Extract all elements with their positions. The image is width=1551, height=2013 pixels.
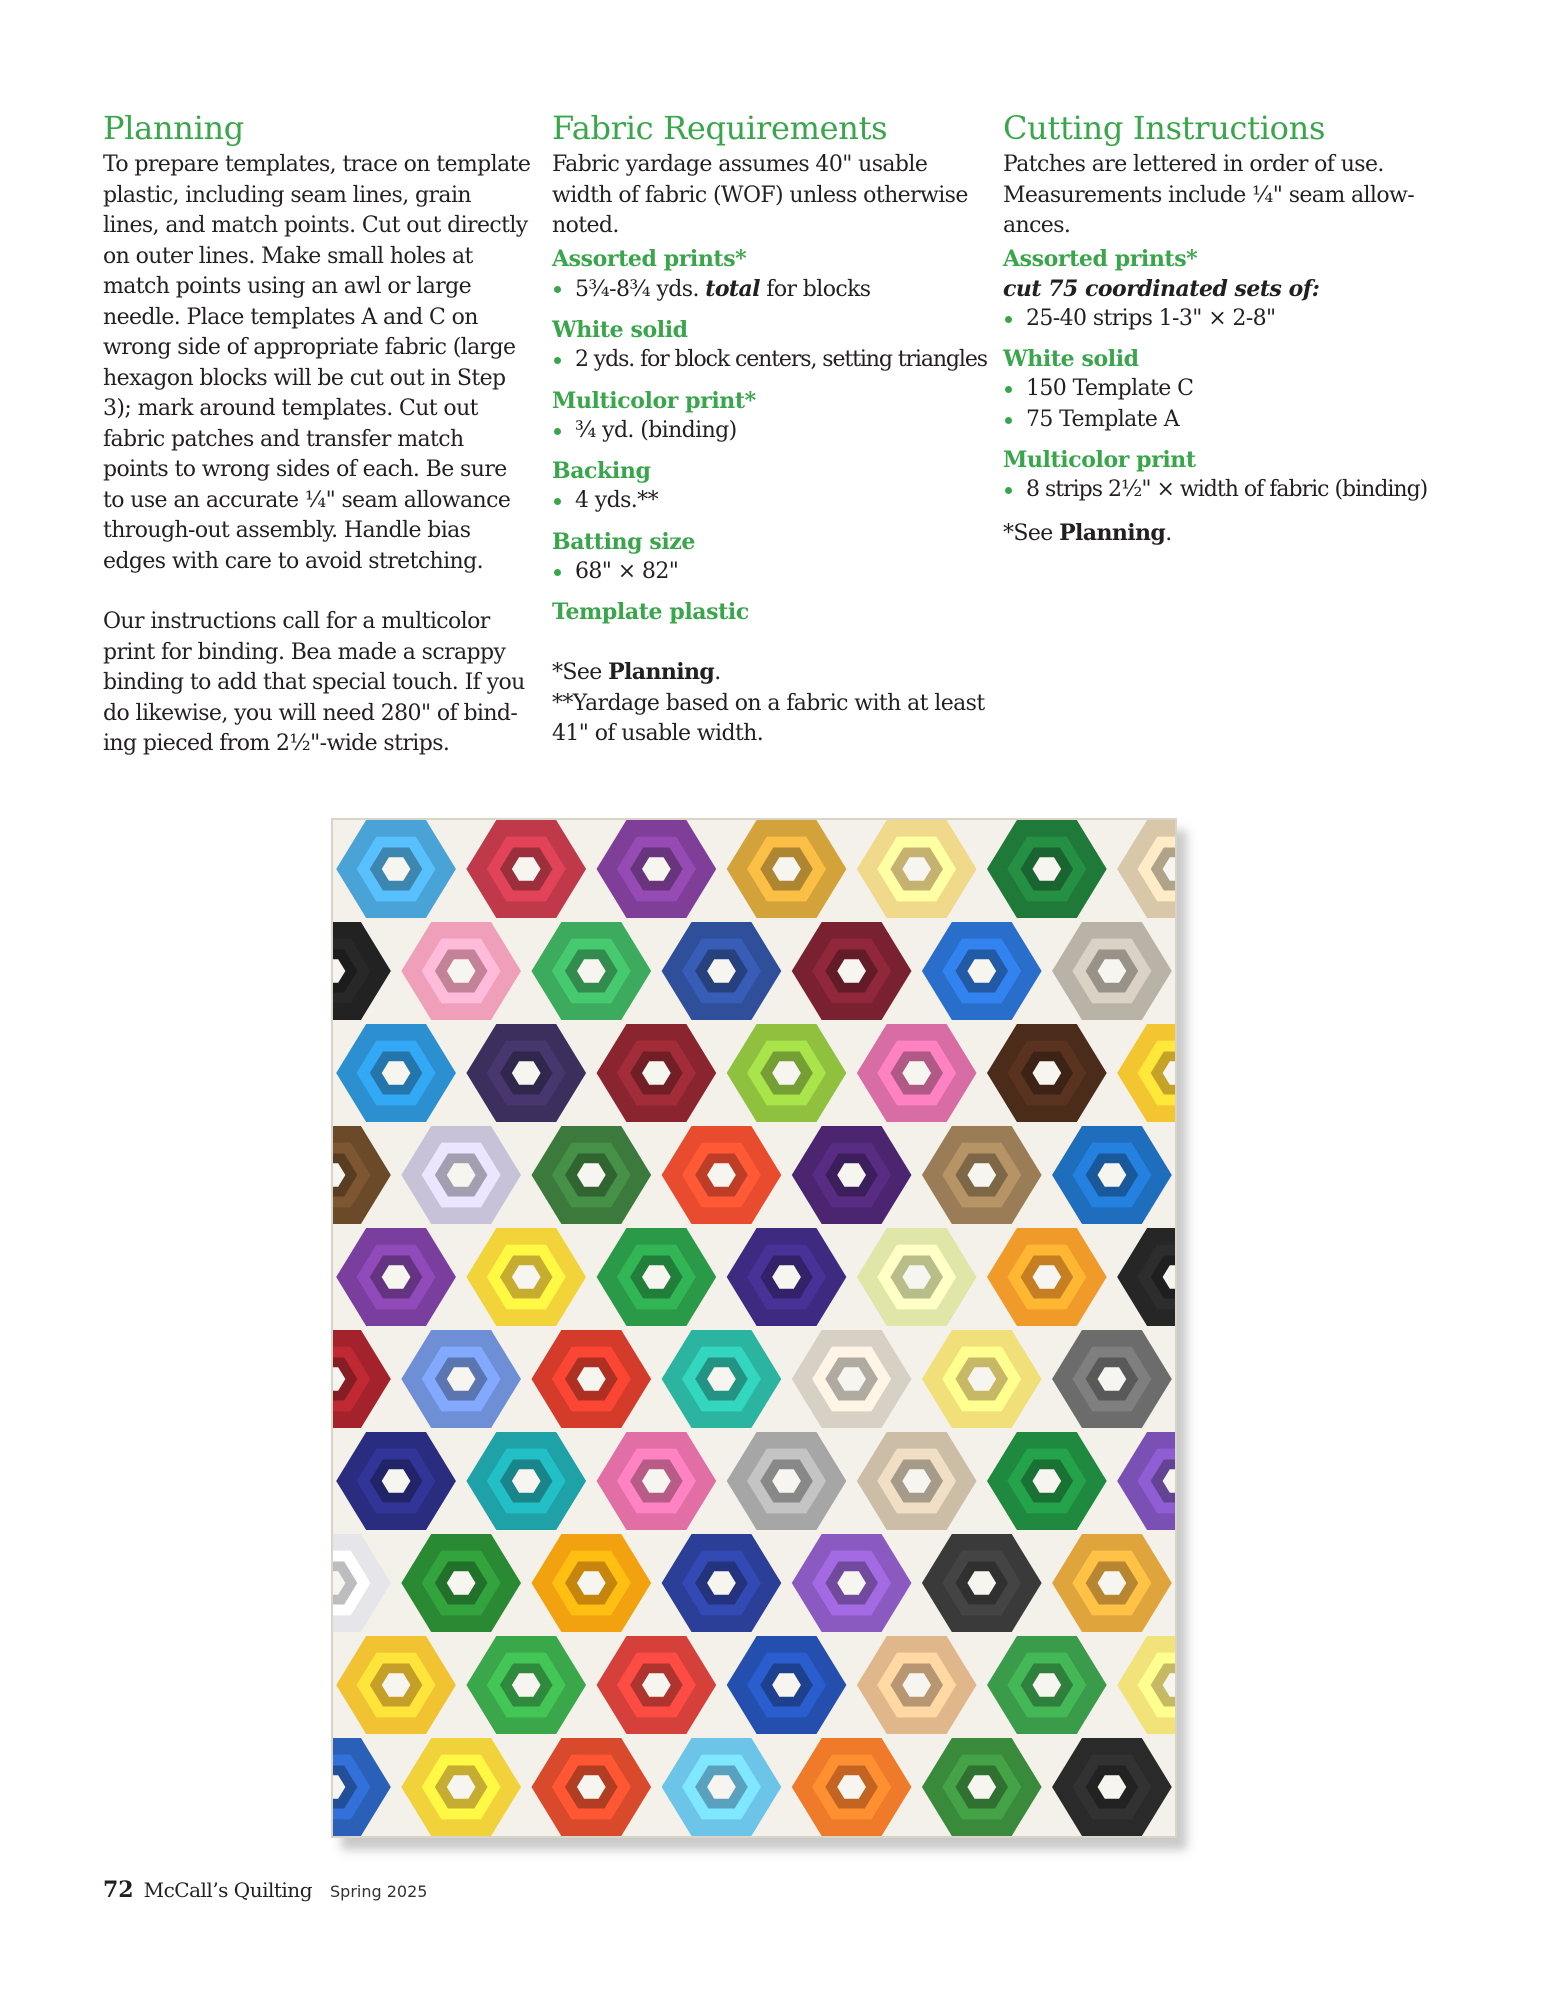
cutting-white-item-2: 75 Template A bbox=[1003, 405, 1433, 436]
bullet-icon bbox=[554, 569, 561, 576]
quilt-photo bbox=[331, 818, 1183, 1845]
page-number: 72 bbox=[103, 1877, 134, 1903]
cutting-white-item-1: 150 Template C bbox=[1003, 374, 1433, 405]
fabric-white-heading: White solid bbox=[552, 317, 688, 343]
bullet-icon bbox=[554, 498, 561, 505]
cutting-instructions-title: Cutting Instructions bbox=[1003, 109, 1326, 147]
fabric-template-heading: Template plastic bbox=[552, 599, 749, 625]
fabric-backing-item: 4 yds.** bbox=[552, 486, 992, 517]
magazine-title: McCall’s Quilting bbox=[143, 1878, 312, 1902]
fabric-multicolor-heading: Multicolor print* bbox=[552, 387, 756, 414]
cutting-assorted-subheading: cut 75 coordinated sets of: bbox=[1003, 275, 1320, 302]
fabric-requirements-section bbox=[552, 108, 992, 750]
planning-paragraph-1: To prepare templates, trace on template plastic, including seam lines, grain lines, and match points. Cut out directly on outer lines. Make small holes at match points using an awl or large needle. Place templates A and C on wrong side of appropriate fabric (large hexagon blocks will be cut out in Step 3); mark around templates. Cut out fabric patches and transfer match points to wrong sides of each. Be sure to use an accurate ¼" seam allowance through-out assembly. Handle bias edges with care to avoid stretching. bbox=[103, 152, 531, 574]
cutting-intro: Patches are lettered in order of use. Measurements include ¼" seam allow-ances. bbox=[1003, 152, 1415, 238]
planning-paragraph-2: Our instructions call for a multicolor print for binding. Bea made a scrappy binding to add that special touch. If you do likewise, you will need 280" of bind-ing pieced from 2½"-wide strips. bbox=[103, 609, 525, 756]
bullet-icon bbox=[1005, 316, 1012, 323]
fabric-note-2: **Yardage based on a fabric with at least 41" of usable width. bbox=[552, 690, 985, 746]
bullet-icon bbox=[1005, 487, 1012, 494]
planning-title: Planning bbox=[103, 109, 244, 147]
fabric-intro: Fabric yardage assumes 40" usable width of fabric (WOF) unless otherwise noted. bbox=[552, 152, 968, 238]
cutting-instructions-section bbox=[1003, 108, 1433, 549]
fabric-assorted-item: 5¾-8¾ yds. total for blocks bbox=[552, 274, 992, 306]
cutting-assorted-item: 25-40 strips 1-3" × 2-8" bbox=[1003, 304, 1433, 335]
bullet-icon bbox=[554, 357, 561, 364]
fabric-batting-heading: Batting size bbox=[552, 528, 696, 555]
planning-section bbox=[103, 108, 533, 760]
fabric-assorted-heading: Assorted prints* bbox=[552, 245, 747, 272]
bullet-icon bbox=[1005, 386, 1012, 393]
cutting-white-heading: White solid bbox=[1003, 346, 1139, 372]
fabric-multicolor-item: ¾ yd. (binding) bbox=[552, 416, 992, 447]
fabric-notes bbox=[552, 657, 992, 750]
issue-label: Spring 2025 bbox=[330, 1882, 428, 1901]
cutting-multicolor-heading: Multicolor print bbox=[1003, 447, 1196, 473]
quilt-image bbox=[331, 818, 1177, 1838]
fabric-backing-heading: Backing bbox=[552, 458, 651, 484]
page-footer bbox=[103, 1877, 427, 1917]
fabric-requirements-title: Fabric Requirements bbox=[552, 109, 888, 147]
fabric-note-1: *See Planning. bbox=[552, 659, 721, 685]
fabric-white-item: 2 yds. for block centers, setting triangles bbox=[552, 345, 992, 376]
cutting-note: *See Planning. bbox=[1003, 519, 1172, 546]
bullet-icon bbox=[554, 286, 561, 293]
cutting-multicolor-item: 8 strips 2½" × width of fabric (binding) bbox=[1003, 475, 1433, 506]
fabric-batting-item: 68" × 82" bbox=[552, 557, 992, 588]
bullet-icon bbox=[1005, 417, 1012, 424]
cutting-assorted-heading: Assorted prints* bbox=[1003, 245, 1198, 272]
bullet-icon bbox=[554, 428, 561, 435]
